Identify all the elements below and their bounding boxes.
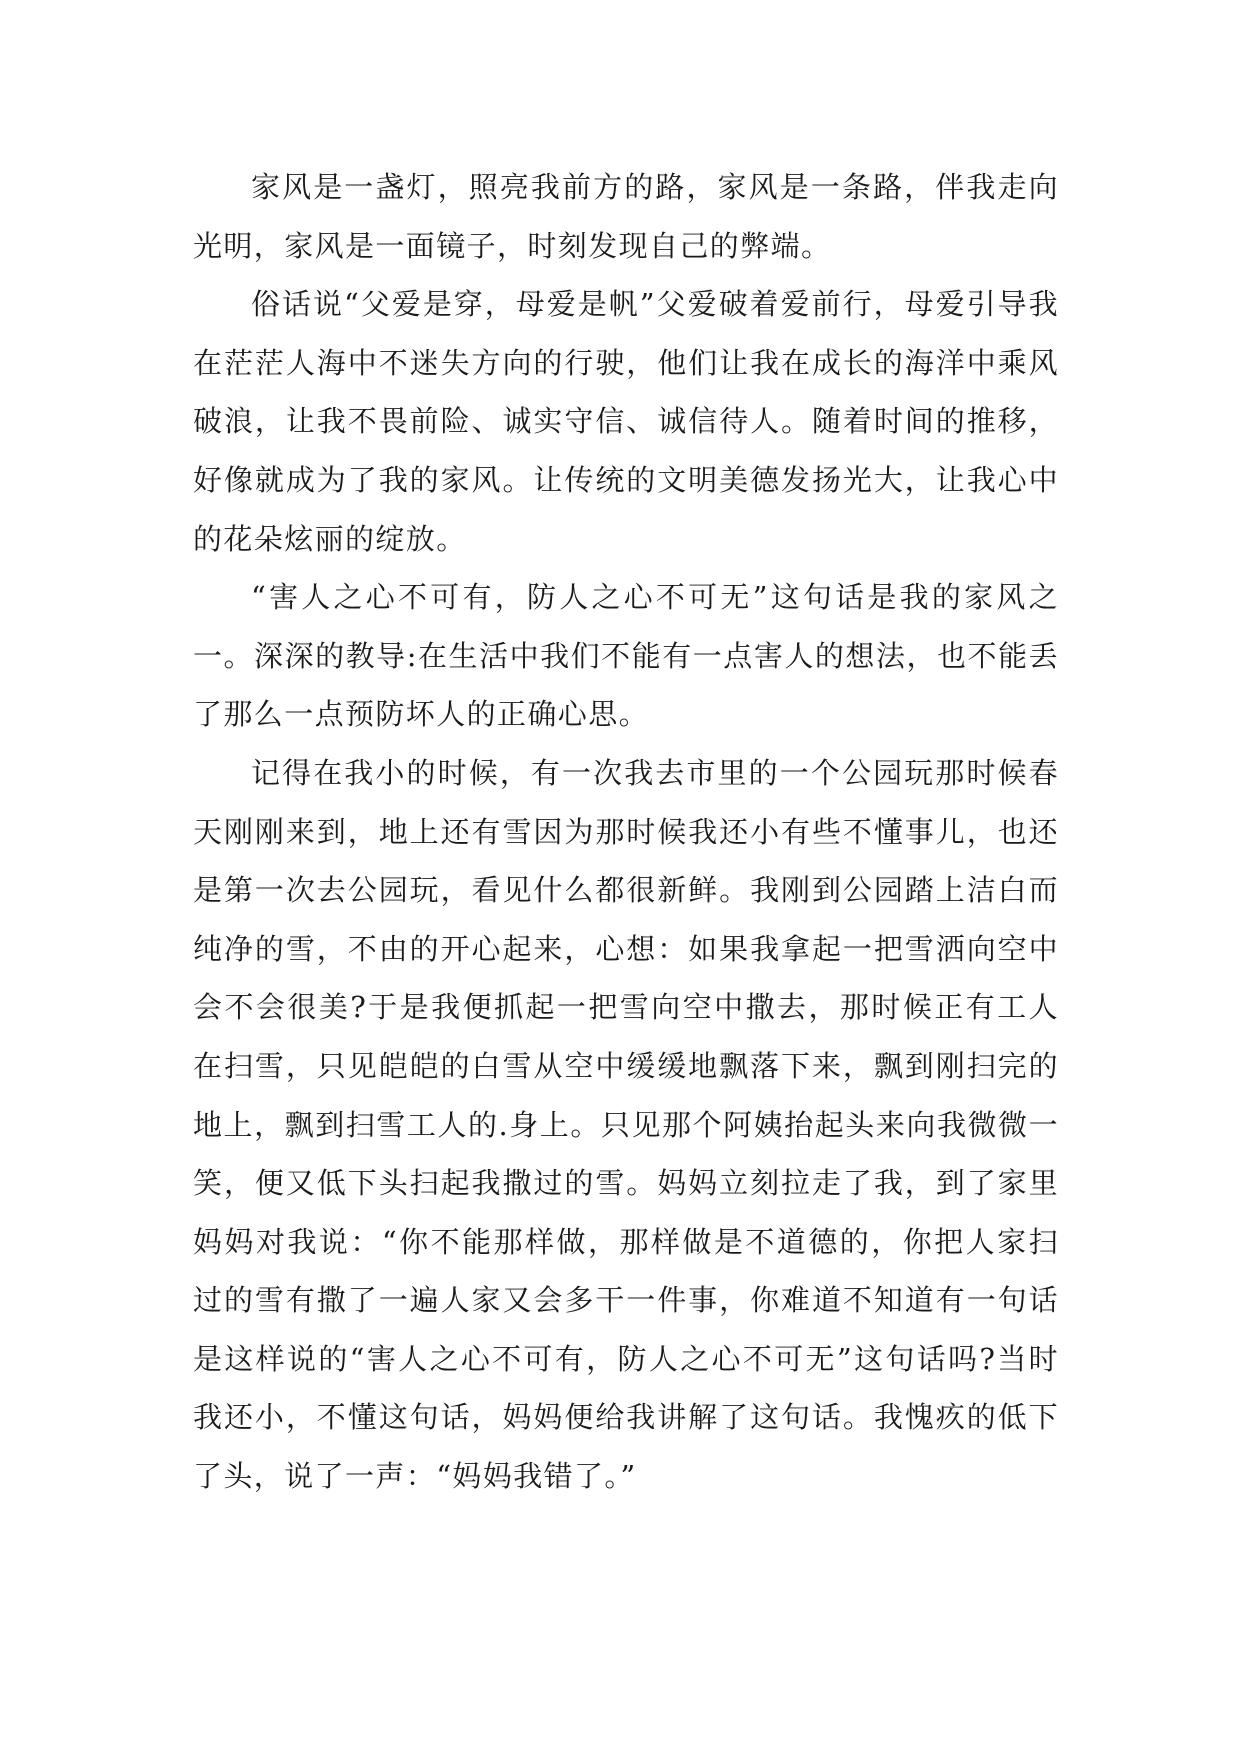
paragraph-3: “害人之心不可有，防人之心不可无”这句话是我的家风之一。深深的教导:在生活中我们不能有一点害人的想法，也不能丢了那么一点预防坏人的正确心思。 — [193, 580, 1059, 732]
paragraph-1: 家风是一盏灯，照亮我前方的路，家风是一条路，伴我走向光明，家风是一面镜子，时刻发现自己的弊端。 — [193, 170, 1059, 263]
paragraph-2: 俗话说“父爱是穿，母爱是帆”父爱破着爱前行，母爱引导我在茫茫人海中不迷失方向的行驶，他们让我在成长的海洋中乘风破浪，让我不畏前险、诚实守信、诚信待人。随着时间的推移，好像就成为了我的家风。让传统的文明美德发扬光大，让我心中的花朵炫丽的绽放。 — [193, 287, 1059, 556]
document-body — [193, 158, 1059, 1506]
paragraph-4: 记得在我小的时候，有一次我去市里的一个公园玩那时候春天刚刚来到，地上还有雪因为那时候我还小有些不懂事儿，也还是第一次去公园玩，看见什么都很新鲜。我刚到公园踏上洁白而纯净的雪，不由的开心起来，心想：如果我拿起一把雪洒向空中会不会很美?于是我便抓起一把雪向空中撒去，那时候正有工人在扫雪，只见皑皑的白雪从空中缓缓地飘落下来，飘到刚扫完的地上，飘到扫雪工人的.身上。只见那个阿姨抬起头来向我微微一笑，便又低下头扫起我撒过的雪。妈妈立刻拉走了我，到了家里妈妈对我说：“你不能那样做，那样做是不道德的，你把人家扫过的雪有撒了一遍人家又会多干一件事，你难道不知道有一句话是这样说的“害人之心不可有，防人之心不可无”这句话吗?当时我还小，不懂这句话，妈妈便给我讲解了这句话。我愧疚的低下了头，说了一声：“妈妈我错了。” — [193, 755, 1059, 1494]
